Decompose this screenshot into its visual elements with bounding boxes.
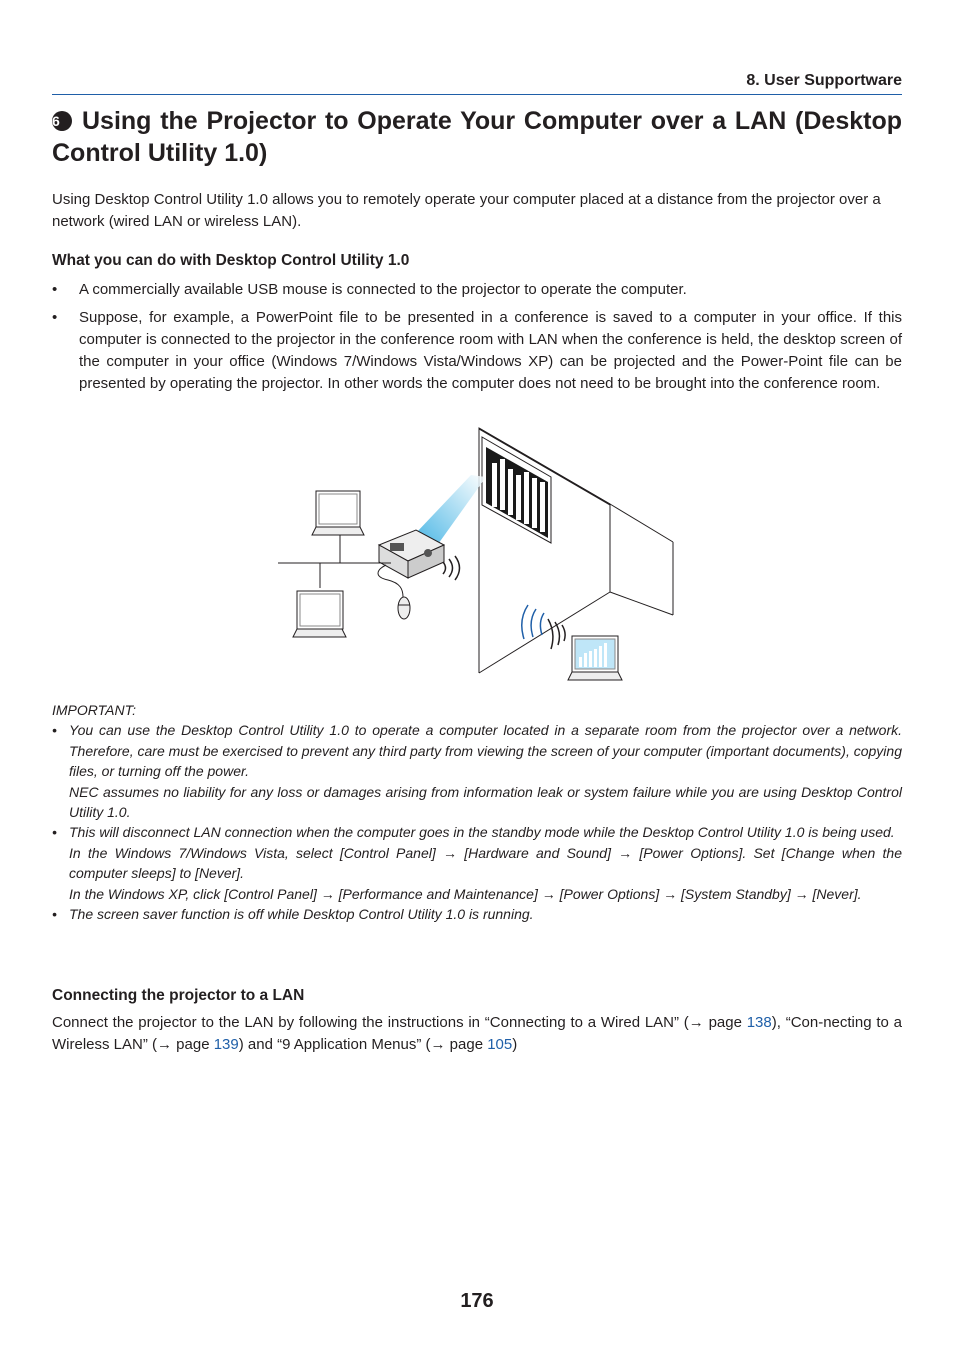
mouse-icon — [398, 597, 410, 619]
connecting-heading: Connecting the projector to a LAN — [52, 987, 305, 1004]
section-number-icon: 6 — [52, 111, 72, 131]
page-link-139[interactable]: 139 — [213, 1035, 239, 1053]
bullet-icon: • — [52, 281, 58, 298]
bullet-icon: • — [52, 824, 57, 841]
screen-bar-chart-icon — [482, 437, 551, 543]
section-header: 8. User Supportware — [746, 72, 902, 89]
wireless-signal-icon — [522, 605, 544, 639]
intro-paragraph: Using Desktop Control Utility 1.0 allows you to remotely operate your computer placed at a distance from the projector over a network (wired LAN or wireless LAN). — [52, 191, 881, 230]
laptop-icon — [293, 591, 346, 637]
page-title — [52, 105, 902, 169]
important-label: IMPORTANT: — [52, 702, 136, 718]
bullet-icon: • — [52, 309, 58, 326]
header-rule — [52, 94, 902, 95]
bullet-icon: • — [52, 722, 57, 739]
list-item: • Suppose, for example, a PowerPoint file to be presented in a conference is saved to a computer in your office. If this computer is connected to the projector in the conference room with LAN when the conference is held, the desktop screen of the computer in your office (Windows 7/Windows Vista/Windows XP) can be projected and the Power-Point file can be presented by operating the projector. In other words the computer does not need to be brought into the conference room. — [52, 309, 902, 392]
laptop-icon — [312, 491, 364, 535]
list-item: • This will disconnect LAN connection when the computer goes in the standby mode while the Desktop Control Utility 1.0 is being used. In the Windows 7/Windows Vista, select [Control Panel] → [Hardware and Sound] → [Power Options]. Set [Change when the computer sleeps] to [Never]. In the Windows XP, click [Control Panel] → [Performance and Maintenance] → [Power Options] → [System Standby] → [Never]. — [52, 824, 902, 902]
wireless-signal-icon — [443, 556, 460, 580]
connecting-paragraph: Connect the projector to the LAN by following the instructions in “Connecting to a Wired LAN” (→ page 138), “Con-necting to a Wireless LAN” (→ page 139) and “9 Application Menus” (→ page 105) — [52, 1014, 902, 1053]
laptop-icon — [568, 636, 622, 680]
page-link-105[interactable]: 105 — [487, 1035, 513, 1053]
important-notes — [52, 700, 902, 924]
page-title-text: Using the Projector to Operate Your Computer over a LAN (Desktop Control Utility 1.0) — [52, 107, 902, 167]
list-item: • A commercially available USB mouse is connected to the projector to operate the computer. — [52, 279, 902, 301]
list-item: • You can use the Desktop Control Utility 1.0 to operate a computer located in a separate room from the projector over a network. Therefore, care must be exercised to prevent any third party from viewing the screen of your computer (important documents), copying files, or turning off the power. NEC assumes no liability for any loss or damages arising from information leak or system failure while you are using Desktop Control Utility 1.0. — [52, 722, 902, 821]
page-number: 176 — [460, 1290, 494, 1312]
what-you-can-do-heading: What you can do with Desktop Control Utility 1.0 — [52, 252, 410, 269]
page-link-138[interactable]: 138 — [746, 1014, 772, 1031]
bullet-icon: • — [52, 906, 57, 923]
feature-list — [52, 279, 902, 401]
wireless-signal-icon — [548, 619, 565, 649]
list-item: • The screen saver function is off while Desktop Control Utility 1.0 is running. — [52, 904, 902, 924]
network-diagram — [276, 425, 686, 687]
